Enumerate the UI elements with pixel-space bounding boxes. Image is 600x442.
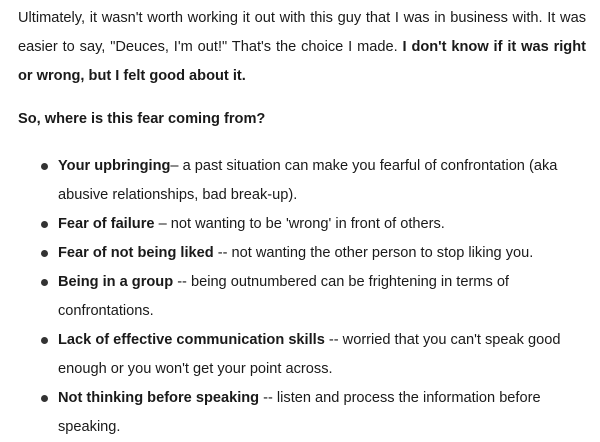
list-item-desc: – not wanting to be 'wrong' in front of others. xyxy=(154,216,445,232)
intro-text: Ultimately, it wasn't worth working it out with this guy that I was in business with. It was easier to say, "Deuces, I'm out!" That's the choice I made. xyxy=(18,10,586,55)
list-item xyxy=(18,384,586,442)
list-item xyxy=(18,152,586,210)
article-body xyxy=(18,0,586,442)
list-item-term: Being in a group xyxy=(58,274,174,290)
bullet-icon xyxy=(41,221,48,228)
list-item-term: Your upbringing xyxy=(58,158,171,174)
list-item-term: Not thinking before speaking xyxy=(58,390,260,406)
bullet-icon xyxy=(41,163,48,170)
list-item xyxy=(18,268,586,326)
list-item-term: Fear of not being liked xyxy=(58,245,214,261)
bullet-icon xyxy=(41,250,48,257)
bullet-icon xyxy=(41,337,48,344)
list-item-term: Fear of failure xyxy=(58,216,155,232)
list-item-desc: -- being outnumbered can be frightening in terms of confrontations. xyxy=(58,274,509,319)
list-item xyxy=(18,239,586,268)
list-item-desc: – a past situation can make you fearful of confrontation (aka abusive relationships, bad break-up). xyxy=(58,158,558,203)
fear-sources-list xyxy=(18,152,586,442)
bullet-icon xyxy=(41,395,48,402)
bullet-icon xyxy=(41,279,48,286)
intro-paragraph xyxy=(18,0,586,91)
list-item-desc: -- listen and process the information before speaking. xyxy=(58,390,541,435)
list-item-term: Lack of effective communication skills xyxy=(58,332,325,348)
intro-emphasis: I don't know if it was right or wrong, but I felt good about it. xyxy=(18,39,586,84)
section-heading: So, where is this fear coming from? xyxy=(18,111,266,127)
list-item-desc: -- not wanting the other person to stop liking you. xyxy=(213,245,534,261)
list-item-desc: -- worried that you can't speak good enough or you won't get your point across. xyxy=(58,332,561,377)
list-item xyxy=(18,326,586,384)
list-item xyxy=(18,210,586,239)
